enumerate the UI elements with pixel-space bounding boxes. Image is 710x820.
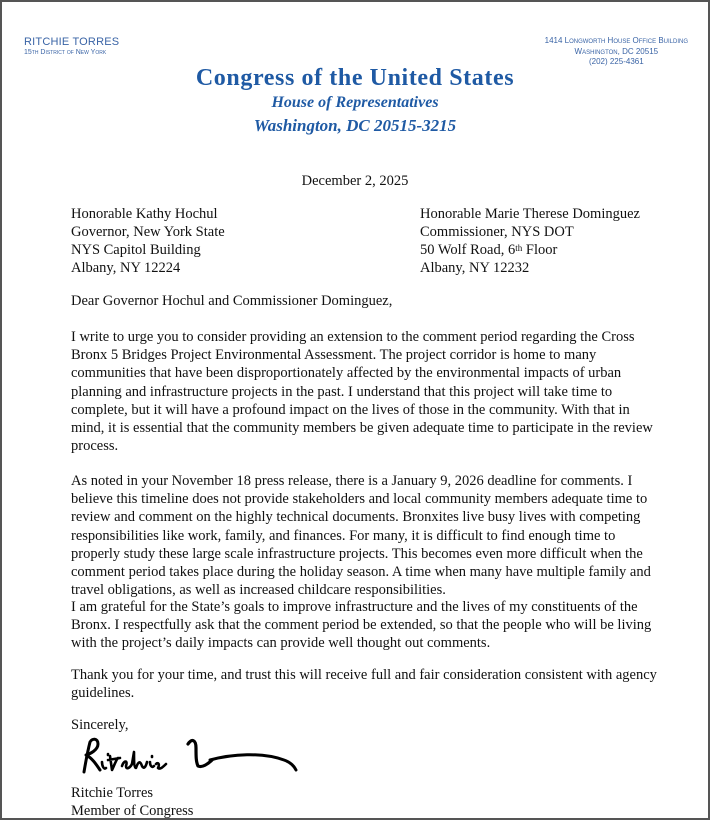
letterhead-subtitle: House of Representatives	[271, 94, 439, 111]
office-address-line1: 1414 Longworth House Office Building	[544, 36, 688, 45]
address-text: Floor	[522, 242, 558, 258]
signer-name: Ritchie Torres	[71, 785, 154, 801]
body-paragraph: Thank you for your time, and trust this will receive full and fair consideration consistent with agency guidelines.	[71, 667, 657, 702]
letterhead-location: Washington, DC 20515-3215	[253, 116, 457, 135]
body-paragraph: I write to urge you to consider providing an extension to the comment period regarding the Cross Bronx 5 Bridges Project Environmental Assessment. The project corridor is home to many communities that have been disproportionately affected by the environmental impacts of urban planning and infrastructure projects in the past. I understand that this project will take time to complete, but it will have a profound impact on the lives of those in the community. With that in mind, it is essential that the community members be given adequate time to participate in the review process.	[71, 329, 653, 455]
office-address-line2: Washington, DC 20515	[574, 46, 659, 56]
recipient-line	[420, 241, 640, 259]
body-paragraph: I am grateful for the State’s goals to improve infrastructure and the lives of my constituents of the Bronx. I respectfully ask that the comment period be extended, so that the people who will be living with the project’s daily impacts can provide well thought out comments.	[71, 599, 652, 652]
letterhead-title: Congress of the United States	[195, 65, 515, 91]
recipient-line: Albany, NY 12232	[420, 260, 530, 276]
recipient-line: Honorable Marie Therese Dominguez	[420, 206, 640, 222]
recipient-line: Albany, NY 12224	[71, 260, 181, 276]
recipient-line: Governor, New York State	[71, 224, 225, 240]
member-name: RITCHIE TORRES	[24, 36, 120, 48]
address-text: 50 Wolf Road, 6	[420, 242, 516, 258]
member-district: 15th District of New York	[24, 49, 107, 56]
signature-icon	[72, 730, 302, 787]
recipient-line: Honorable Kathy Hochul	[71, 206, 218, 222]
letterhead-center	[2, 64, 708, 138]
salutation: Dear Governor Hochul and Commissioner Dominguez,	[71, 293, 393, 309]
letterhead-left	[24, 36, 119, 58]
office-phone: (202) 225-4361	[588, 57, 644, 66]
recipient-line: NYS Capitol Building	[71, 242, 201, 258]
letterhead-right	[545, 36, 688, 68]
ordinal-suffix: th	[515, 243, 523, 253]
recipient-line: Commissioner, NYS DOT	[420, 224, 574, 240]
body-paragraph: As noted in your November 18 press release, there is a January 9, 2026 deadline for comments. I believe this timeline does not provide stakeholders and local community members adequate time to review and comment on the highly technical documents. Bronxites live busy lives with competing responsibilities like work, family, and finances. For many, it is difficult to find enough time to properly study these large scale infrastructure projects. This becomes even more difficult when the comment period takes place during the holiday season. A time when many have multiple family and travel obligations, as well as increased childcare responsibilities.	[71, 473, 651, 599]
signer-title: Member of Congress	[71, 803, 194, 819]
closing: Sincerely,	[71, 717, 129, 733]
recipient-address-dominguez	[420, 205, 640, 277]
signer-block	[71, 784, 193, 820]
recipient-address-hochul	[71, 205, 225, 277]
letter-date: December 2, 2025	[301, 173, 409, 189]
